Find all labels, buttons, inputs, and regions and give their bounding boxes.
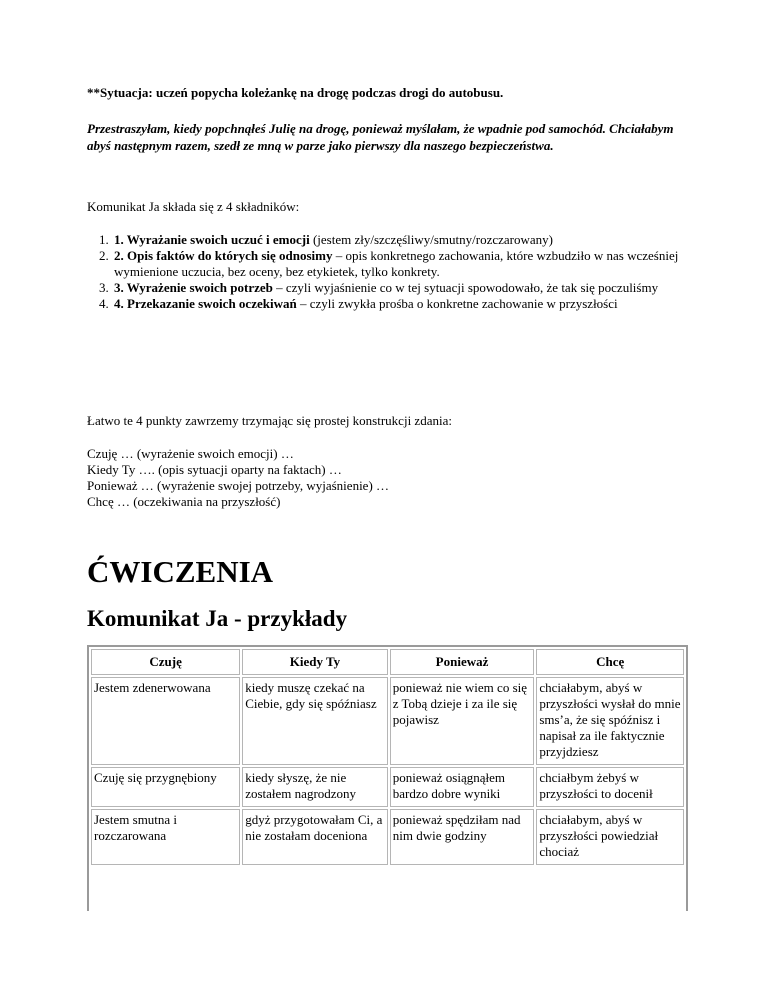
step-description: (jestem zły/szczęśliwy/smutny/rozczarowany) bbox=[309, 232, 553, 247]
table-cell: chciałabym, abyś w przyszłości wysłał do mnie sms’a, że się spóźnisz i napisał za ile faktycznie przyjdziesz bbox=[536, 677, 684, 765]
column-header: Ponieważ bbox=[390, 649, 535, 675]
exercises-heading: ĆWICZENIA bbox=[87, 554, 274, 589]
column-header: Czuję bbox=[91, 649, 240, 675]
step-title: 1. Wyrażanie swoich uczuć i emocji bbox=[114, 232, 310, 247]
table-header-row bbox=[91, 649, 684, 675]
table-row bbox=[91, 767, 684, 807]
formula-line: Chcę … (oczekiwania na przyszłość) bbox=[87, 494, 281, 509]
table-cell: chciałbym żebyś w przyszłości to docenił bbox=[536, 767, 684, 807]
step-title: 4. Przekazanie swoich oczekiwań bbox=[114, 296, 297, 311]
table-cell: ponieważ nie wiem co się z Tobą dzieje i za ile się pojawisz bbox=[390, 677, 535, 765]
list-item bbox=[87, 296, 687, 312]
intro-text: Komunikat Ja składa się z 4 składników: bbox=[87, 199, 300, 214]
list-item bbox=[87, 248, 687, 280]
table-cell: Jestem smutna i rozczarowana bbox=[91, 809, 240, 865]
table-row bbox=[91, 677, 684, 765]
formula-line: Kiedy Ty …. (opis sytuacji oparty na faktach) … bbox=[87, 462, 342, 477]
step-title: 3. Wyrażenie swoich potrzeb bbox=[114, 280, 273, 295]
step-description: – opis konkretnego zachowania, które wzbudziło w nas wcześniej wymienione uczucia, bez oceny, bez etykietek, tylko konkrety. bbox=[114, 248, 679, 279]
table-cell: Czuję się przygnębiony bbox=[91, 767, 240, 807]
step-description: – czyli zwykła prośba o konkretne zachowanie w przyszłości bbox=[296, 296, 618, 311]
table-cell: ponieważ spędziłam nad nim dwie godziny bbox=[390, 809, 535, 865]
column-header: Chcę bbox=[536, 649, 684, 675]
examples-table-frame bbox=[87, 645, 688, 911]
table-cell: gdyż przygotowałam Ci, a nie zostałam doceniona bbox=[242, 809, 388, 865]
sentence-formula bbox=[87, 446, 687, 510]
list-item bbox=[87, 280, 687, 296]
table-cell: kiedy słyszę, że nie zostałem nagrodzony bbox=[242, 767, 388, 807]
examples-table bbox=[89, 647, 686, 867]
list-number: 2. bbox=[99, 248, 109, 263]
situation-line: **Sytuacja: uczeń popycha koleżankę na drogę podczas drogi do autobusu. bbox=[87, 85, 504, 100]
column-header: Kiedy Ty bbox=[242, 649, 388, 675]
list-item bbox=[87, 232, 687, 248]
list-number: 4. bbox=[99, 296, 109, 311]
step-title: 2. Opis faktów do których się odnosimy bbox=[114, 248, 333, 263]
table-cell: kiedy muszę czekać na Ciebie, gdy się spóźniasz bbox=[242, 677, 388, 765]
construction-intro: Łatwo te 4 punkty zawrzemy trzymając się prostej konstrukcji zdania: bbox=[87, 413, 452, 428]
formula-line: Ponieważ … (wyrażenie swojej potrzeby, wyjaśnienie) … bbox=[87, 478, 390, 493]
formula-line: Czuję … (wyrażenie swoich emocji) … bbox=[87, 446, 294, 461]
steps-list bbox=[87, 232, 687, 312]
step-description: – czyli wyjaśnienie co w tej sytuacji spowodowało, że tak się poczuliśmy bbox=[272, 280, 659, 295]
table-row bbox=[91, 809, 684, 865]
table-cell: chciałabym, abyś w przyszłości powiedział chociaż bbox=[536, 809, 684, 865]
list-number: 3. bbox=[99, 280, 109, 295]
examples-heading: Komunikat Ja - przykłady bbox=[87, 606, 348, 631]
example-message: Przestraszyłam, kiedy popchnąłeś Julię na drogę, ponieważ myślałam, że wpadnie pod samochód. Chciałabym abyś następnym razem, szedł ze mną w parze jako pierwszy dla naszego bezpieczeństwa. bbox=[87, 121, 674, 153]
list-number: 1. bbox=[99, 232, 109, 247]
table-cell: ponieważ osiągnąłem bardzo dobre wyniki bbox=[390, 767, 535, 807]
table-cell: Jestem zdenerwowana bbox=[91, 677, 240, 765]
